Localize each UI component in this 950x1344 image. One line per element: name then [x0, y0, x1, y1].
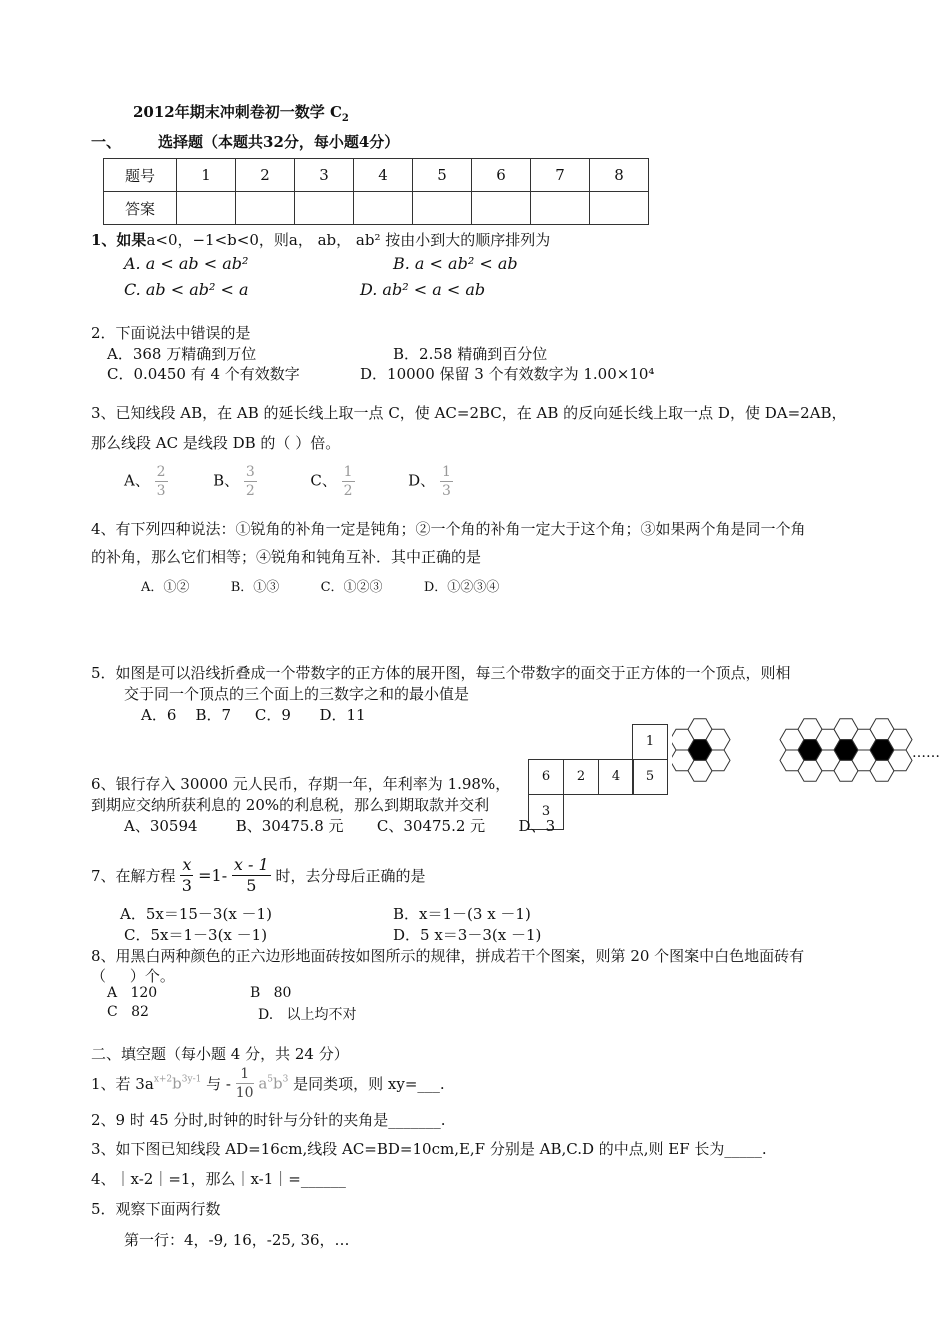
- q2-stem: 2．下面说法中错误的是: [91, 324, 251, 342]
- answer-cell[interactable]: [590, 192, 649, 225]
- q4-line2: 的补角，那么它们相等；④锐角和钝角互补．其中正确的是: [91, 548, 482, 566]
- q7-option-d: D．5 x＝3－3(x －1): [393, 926, 542, 944]
- col-1: 1: [177, 159, 236, 192]
- q4-options: A．①② B．①③ C．①②③ D．①②③④: [141, 580, 500, 595]
- q5-line1: 5．如图是可以沿线折叠成一个带数字的正方体的展开图，每三个带数字的面交于正方体的一个顶点，则相: [91, 664, 791, 682]
- answer-cell[interactable]: [295, 192, 354, 225]
- q2-option-c: C．0.0450 有 4 个有效数字: [107, 365, 300, 383]
- answer-cell[interactable]: [413, 192, 472, 225]
- q8-line2: （ ）个。: [91, 967, 175, 985]
- answer-table: [103, 158, 649, 225]
- fill-1: 1、若 $3a^{x+2}b^{3y-1}$ 与 - $\frac{1}{10}$ $a^5b^3$ 是同类项，则 xy=___.: [91, 1066, 445, 1101]
- fill-4: 4、｜x-2｜=1，那么｜x-1｜=______: [91, 1170, 346, 1188]
- q2-option-d: D．10000 保留 3 个有效数字为 1.00×10⁴: [360, 365, 655, 383]
- section-2-heading: 二、填空题（每小题 4 分，共 24 分）: [91, 1045, 349, 1063]
- q8-option-d: D. 以上均不对: [258, 1007, 357, 1023]
- q8-line1: 8、用黑白两种颜色的正六边形地面砖按如图所示的规律，拼成若干个图案，则第 20 个图案中白色地面砖有: [91, 947, 805, 965]
- fill-5-row1: 第一行：4，-9, 16，-25, 36，…: [124, 1231, 350, 1249]
- q7-option-a: A．5x＝15－3(x －1): [120, 905, 272, 923]
- q3-line1: 3、已知线段 AB，在 AB 的延长线上取一点 C，使 AC=2BC，在 AB 的反向延长线上取一点 D，使 DA=2AB，: [91, 404, 847, 422]
- q5-line2: 交于同一个顶点的三个面上的三数字之和的最小值是: [124, 685, 470, 703]
- q2-option-a: A．368 万精确到万位: [107, 345, 257, 363]
- q3-options: A、 $\frac{2}{3}$ B、 $\frac{3}{2}$ C、 $\frac{1}{2}$ D、 $\frac{1}{3}$: [124, 464, 451, 499]
- q1-stem: 1、如果a<0，−1<b<0，则a， ab， ab² 按由小到大的顺序排列为: [91, 231, 551, 249]
- col-3: 3: [295, 159, 354, 192]
- q2-option-b: B．2.58 精确到百分位: [393, 345, 548, 363]
- col-7: 7: [531, 159, 590, 192]
- section-1-number: 一、: [91, 133, 122, 151]
- row-label-answer: 答案: [104, 192, 177, 225]
- fill-3: 3、如下图已知线段 AD=16cm,线段 AC=BD=10cm,E,F 分别是 AB,C.D 的中点,则 EF 长为_____.: [91, 1140, 767, 1158]
- q1-option-d: D. ab² < a < ab: [360, 280, 486, 299]
- q4-line1: 4、有下列四种说法：①锐角的补角一定是钝角；②一个角的补角一定大于这个角；③如果两个角是同一个角: [91, 520, 806, 538]
- answer-cell[interactable]: [531, 192, 590, 225]
- q3-line2: 那么线段 AC 是线段 DB 的（ ）倍。: [91, 434, 341, 452]
- hexagon-pattern-figure: [672, 716, 932, 786]
- cube-net-figure: [528, 724, 668, 829]
- q6-line2: 到期应交纳所获利息的 20%的利息税，那么到期取款并交利: [91, 796, 490, 814]
- row-label-number: 题号: [104, 159, 177, 192]
- col-8: 8: [590, 159, 649, 192]
- q5-options: A．6 B．7 C．9 D．11: [141, 706, 366, 724]
- net-face: 4: [598, 759, 634, 795]
- pattern-ellipsis: ……: [912, 745, 940, 761]
- q7-option-b: B．x＝1－(3 x －1): [393, 905, 531, 923]
- col-2: 2: [236, 159, 295, 192]
- q6-line1: 6、银行存入 30000 元人民币，存期一年，年利率为 1.98%，: [91, 775, 511, 793]
- page-title: 2012年期末冲刺卷初一数学 $C_2$: [133, 103, 349, 124]
- q1-option-a: A. a < ab < ab²: [124, 254, 249, 273]
- answer-cell[interactable]: [177, 192, 236, 225]
- net-face: 6: [528, 759, 564, 795]
- section-1-heading: 选择题（本题共32分，每小题4分）: [158, 133, 400, 151]
- q8-option-b: B 80: [250, 985, 292, 1001]
- q8-option-a: A 120: [107, 985, 158, 1001]
- net-face-top: 1: [632, 724, 668, 760]
- q6-options: A、30594 B、30475.8 元 C、30475.2 元 D、3: [124, 817, 556, 835]
- col-6: 6: [472, 159, 531, 192]
- answer-cell[interactable]: [472, 192, 531, 225]
- fill-5-stem: 5．观察下面两行数: [91, 1200, 221, 1218]
- q7-option-c: C．5x＝1－3(x －1): [124, 926, 268, 944]
- q1-option-b: B. a < ab² < ab: [393, 254, 518, 273]
- answer-cell[interactable]: [354, 192, 413, 225]
- col-4: 4: [354, 159, 413, 192]
- net-face: 2: [563, 759, 599, 795]
- net-face: 5: [632, 759, 668, 795]
- q7-stem: 7、在解方程 $\frac{x}{3}$ =1- $\frac{x - 1}{5}$ 时，去分母后正确的是: [91, 855, 426, 895]
- q8-option-c: C 82: [107, 1004, 149, 1020]
- fill-2: 2、9 时 45 分时,时钟的时针与分针的夹角是_______.: [91, 1111, 446, 1129]
- answer-cell[interactable]: [236, 192, 295, 225]
- col-5: 5: [413, 159, 472, 192]
- q1-option-c: C. ab < ab² < a: [124, 280, 249, 299]
- net-face-bottom: 3: [528, 794, 564, 830]
